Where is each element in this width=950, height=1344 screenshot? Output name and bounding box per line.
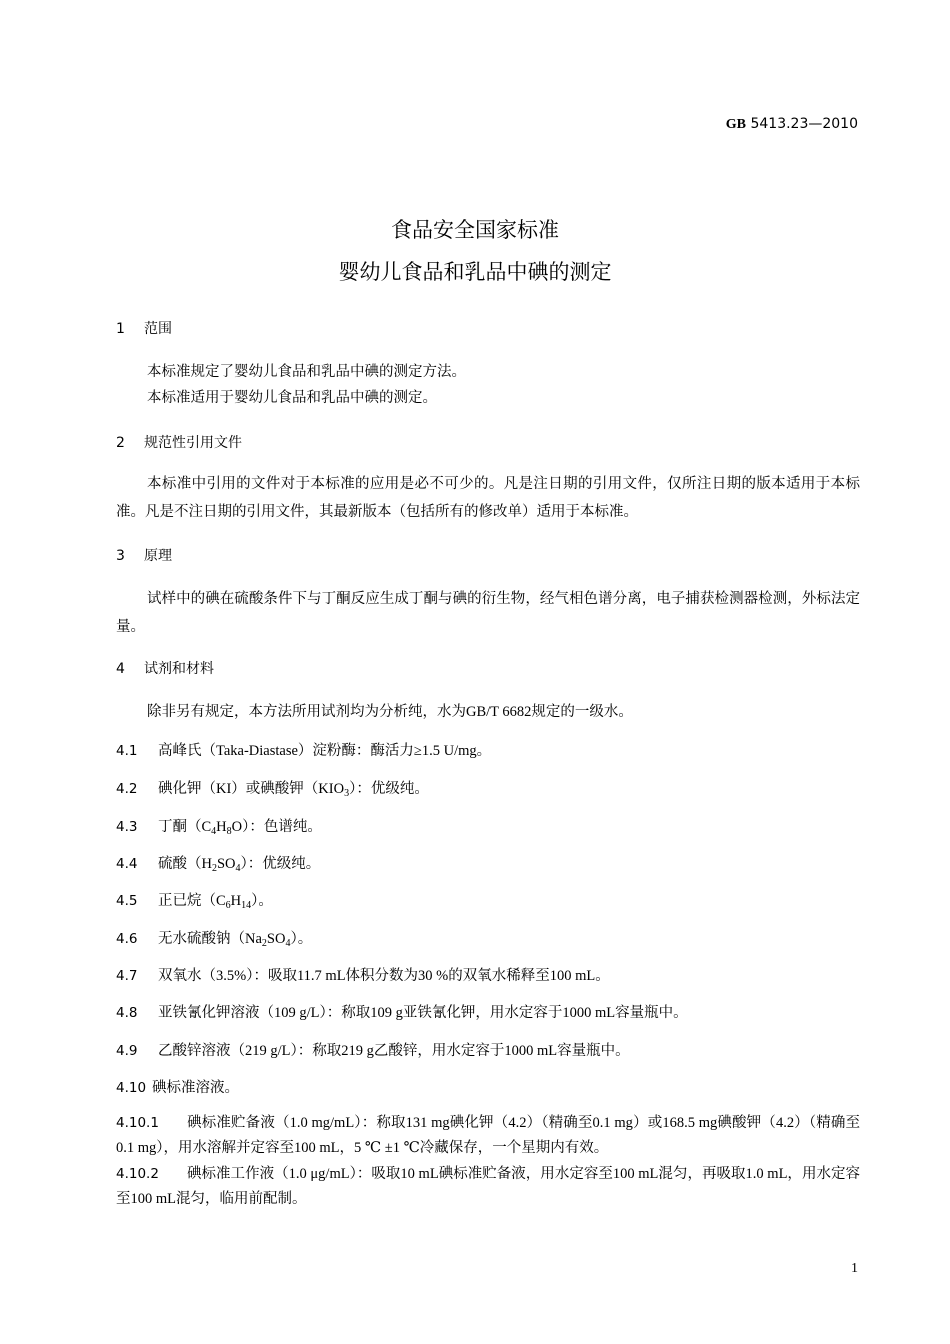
section-title: 试剂和材料 [144,661,214,677]
item-4-2 [116,777,429,798]
item-text: 丁酮（C [158,819,212,835]
subscript: 14 [241,900,252,911]
item-text: ）：优级纯。 [240,856,321,872]
item-text: 正已烷（C [158,893,226,909]
item-number: 4.4 [116,856,138,872]
item-number: 4.8 [116,1005,138,1021]
item-4-5 [116,889,273,910]
item-4-4 [116,852,320,873]
standard-code [726,116,858,133]
item-text: 碘标准贮备液（1.0 mg/mL）：称取131 mg碘化钾（4.2）（精确至0.1 mg）或168.5 mg碘酸钾（4.2）（精确至0.1 mg），用水溶解并定容至100 mL，5 ℃ ±1 ℃冷藏保存，一个星期内有效。 [116,1115,860,1156]
item-number: 4.7 [116,968,138,984]
item-text: SO [266,931,286,947]
subscript: 4 [211,826,217,837]
section-1-heading [116,318,172,338]
page-number: 1 [851,1261,858,1276]
item-4-10-2 [116,1162,860,1212]
section-2-paragraph: 本标准中引用的文件对于本标准的应用是必不可少的。凡是注日期的引用文件，仅所注日期的版本适用于本标准。凡是不注日期的引用文件，其最新版本（包括所有的修改单）适用于本标准。 [116,476,860,520]
item-text: 亚铁氰化钾溶液（109 g/L）：称取109 g亚铁氰化钾，用水定容于1000 mL容量瓶中。 [158,1005,688,1021]
item-4-10 [116,1076,239,1097]
item-number: 4.6 [116,931,138,947]
section-number: 2 [116,435,125,451]
subscript: 6 [225,900,231,911]
standard-prefix: GB [725,117,747,132]
title-line-2: 婴幼儿食品和乳品中碘的测定 [338,260,612,284]
item-text: 碘标准工作液（1.0 μg/mL）：吸取10 mL碘标准贮备液，用水定容至100 mL混匀，再吸取1.0 mL，用水定容至100 mL混匀，临用前配制。 [116,1166,860,1207]
subscript: 4 [285,938,291,949]
item-number: 4.10 [116,1080,147,1096]
item-text: O）：色谱纯。 [231,819,322,835]
item-number: 4.9 [116,1043,138,1059]
item-text: H [230,893,242,909]
section-3-paragraph: 试样中的碘在硫酸条件下与丁酮反应生成丁酮与碘的衍生物，经气相色谱分离，电子捕获检测器检测，外标法定量。 [116,591,860,635]
section-3-heading [116,545,172,565]
item-number: 4.1 [116,743,138,759]
section-2-heading [116,432,242,452]
section-title: 原理 [144,548,172,564]
item-4-6 [116,927,312,948]
item-4-3 [116,815,322,836]
section-4-intro: 除非另有规定，本方法所用试剂均为分析纯，水为GB/T 6682规定的一级水。 [147,704,633,720]
item-number: 4.10.2 [116,1166,159,1182]
item-4-7 [116,964,610,985]
item-text: 无水硫酸钠（Na [158,931,262,947]
item-4-1 [116,739,491,760]
item-text: 硫酸（H [158,856,212,872]
item-number: 4.3 [116,819,138,835]
item-text: ）。 [251,893,273,909]
item-text: 乙酸锌溶液（219 g/L）：称取219 g乙酸锌，用水定容于1000 mL容量瓶中。 [158,1043,630,1059]
section-title: 范围 [144,321,172,337]
item-4-8 [116,1001,688,1022]
section-4-heading [116,658,214,678]
title-line-1: 食品安全国家标准 [391,218,559,242]
item-number: 4.5 [116,893,138,909]
subscript: 4 [235,863,241,874]
item-text: 双氧水（3.5%）：吸取11.7 mL体积分数为30 %的双氧水稀释至100 mL。 [158,968,610,984]
item-text: SO [216,856,236,872]
item-text: ）：优级纯。 [349,781,429,797]
section-number: 4 [116,661,125,677]
item-text: 碘标准溶液。 [152,1080,239,1096]
standard-number: 5413.23—2010 [750,116,858,132]
section-title: 规范性引用文件 [144,435,242,451]
item-4-10-1 [116,1111,860,1161]
item-number: 4.2 [116,781,138,797]
item-text: 高峰氏（Taka-Diastase）淀粉酶：酶活力≥1.5 U/mg。 [158,743,492,759]
subscript: 8 [226,826,232,837]
item-text: H [216,819,227,835]
subscript: 3 [344,788,350,799]
item-text: 碘化钾（KI）或碘酸钾（KIO [158,781,345,797]
subscript: 2 [211,863,217,874]
item-4-9 [116,1039,630,1060]
section-number: 3 [116,548,125,564]
item-number: 4.10.1 [116,1115,159,1131]
section-1-paragraph-2: 本标准适用于婴幼儿食品和乳品中碘的测定。 [147,390,437,406]
item-text: ）。 [290,931,313,947]
subscript: 2 [261,938,267,949]
section-1-paragraph-1: 本标准规定了婴幼儿食品和乳品中碘的测定方法。 [147,364,466,380]
section-number: 1 [116,321,125,337]
